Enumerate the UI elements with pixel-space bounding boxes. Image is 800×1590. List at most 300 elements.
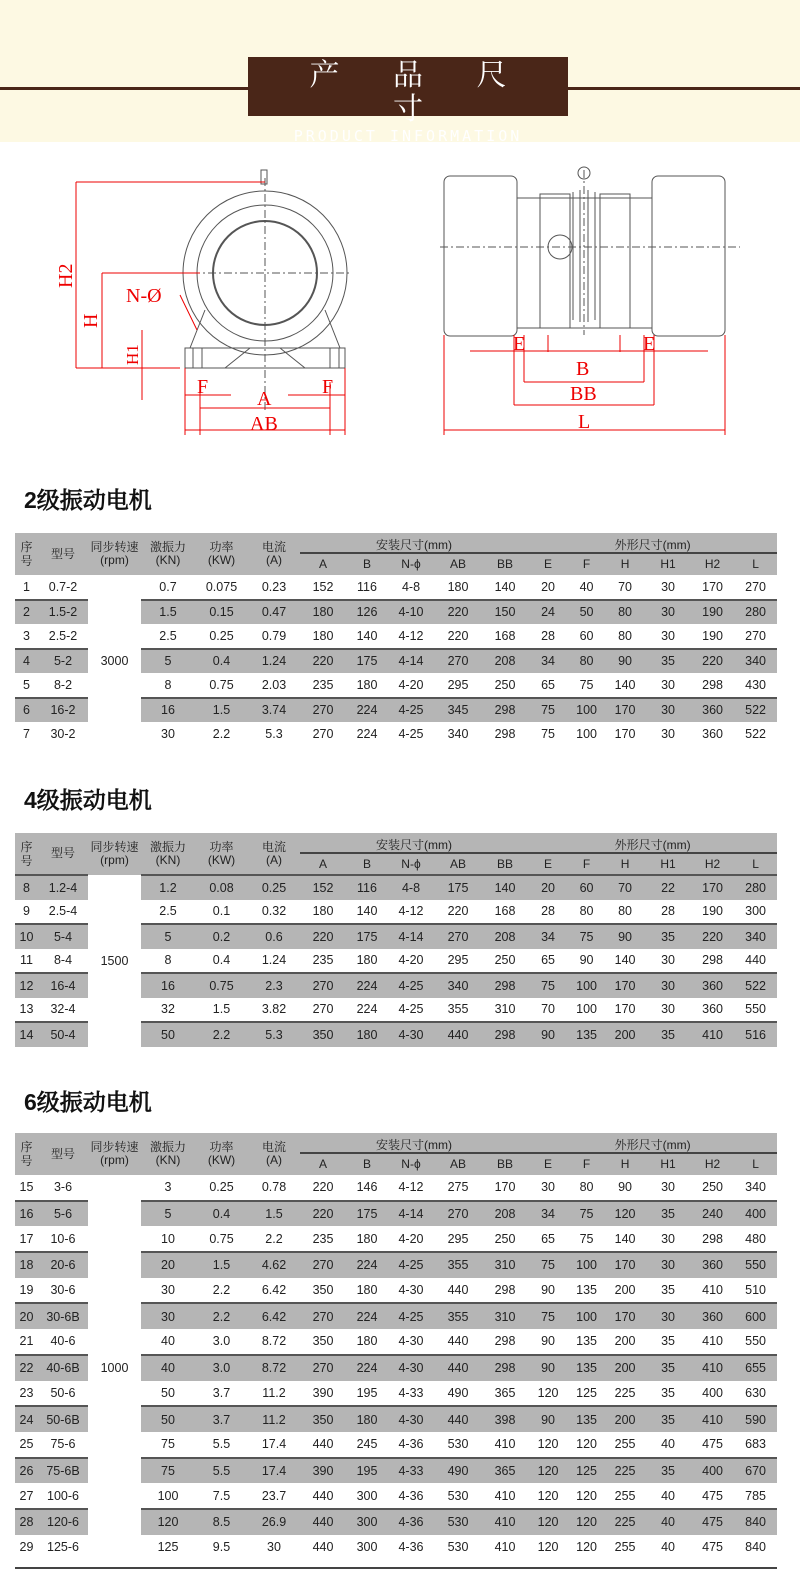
cell: 475	[702, 1540, 723, 1555]
cell: 75	[161, 1437, 175, 1452]
cell: 135	[568, 1406, 605, 1432]
cell: 25	[19, 1437, 34, 1452]
cell: 146	[356, 1180, 378, 1195]
cell: 340	[434, 973, 482, 998]
header-col-bb: BB	[482, 1153, 528, 1175]
cell: 360	[691, 1303, 734, 1329]
header-model-label: 型号	[50, 1146, 75, 1161]
cell: 298	[482, 973, 528, 998]
cell: 440	[300, 1509, 346, 1535]
header-rpm-label: 同步转速	[90, 540, 139, 554]
cell: 200	[605, 1406, 645, 1432]
cell: 0.08	[195, 875, 248, 900]
cell: 4-14	[388, 1201, 434, 1227]
cell: 30	[141, 1303, 195, 1329]
cell: 4-8	[388, 875, 434, 900]
cell: 40	[661, 1488, 676, 1503]
cell: 34	[528, 924, 568, 949]
cell: 0.47	[248, 600, 300, 625]
cell: 180	[356, 1283, 378, 1298]
cell: 40	[141, 1355, 195, 1381]
cell: 590	[734, 1406, 777, 1432]
cell: 298	[482, 1022, 528, 1047]
cell: 270	[300, 1252, 346, 1278]
header-current-label: 电流	[261, 839, 286, 854]
cell: 170	[605, 1303, 645, 1329]
cell: 522	[745, 727, 767, 742]
cell: 630	[745, 1385, 767, 1400]
cell: 224	[346, 1252, 388, 1278]
cell: 250	[494, 677, 516, 692]
cell: 4-14	[388, 924, 434, 949]
banner-title-cn: 产 品 尺 寸	[309, 58, 529, 127]
cell: 30	[161, 1283, 175, 1298]
cell: 75	[579, 677, 594, 692]
header-force-label: 激振力	[149, 839, 186, 854]
cell: 490	[434, 1458, 482, 1484]
cell: 340	[734, 649, 777, 674]
cell: 298	[494, 727, 516, 742]
cell: 15	[19, 1180, 34, 1195]
banner-title-en: PRODUCT INFORMATION	[293, 127, 523, 145]
cell: 22	[645, 875, 691, 900]
cell: 5	[141, 1201, 195, 1227]
cell: 3.0	[212, 1334, 231, 1349]
cell: 8-2	[53, 677, 73, 692]
cell: 522	[734, 973, 777, 998]
cell: 30	[661, 579, 676, 594]
cell: 50-6B	[38, 1406, 88, 1432]
header-current-label: 电流	[261, 1140, 286, 1154]
cell: 90	[541, 1334, 556, 1349]
cell: 152	[300, 875, 346, 900]
cell: 220	[691, 924, 734, 949]
cell: 550	[734, 1252, 777, 1278]
cell: 180	[300, 600, 346, 625]
header-col-b: B	[346, 853, 388, 875]
cell: 30	[661, 677, 676, 692]
cell-rpm: 3000	[88, 575, 141, 747]
cell: 195	[346, 1458, 388, 1484]
cell: 360	[702, 1002, 723, 1017]
label-h: H	[80, 313, 102, 328]
cell: 5.5	[212, 1437, 231, 1452]
cell: 5.3	[248, 1022, 300, 1047]
cell: 0.75	[195, 973, 248, 998]
cell: 17.4	[261, 1437, 287, 1452]
cell: 350	[312, 1334, 334, 1349]
cell: 360	[702, 727, 723, 742]
header-col-a: A	[300, 553, 346, 575]
cell: 220	[300, 924, 346, 949]
cell: 410	[494, 1437, 516, 1452]
cell: 2	[15, 600, 38, 625]
cell: 225	[614, 1385, 636, 1400]
header-no	[15, 1133, 38, 1175]
cell: 26	[15, 1458, 38, 1484]
cell: 40-6B	[38, 1355, 88, 1381]
cell: 0.15	[195, 600, 248, 625]
cell: 35	[645, 1355, 691, 1381]
cell: 1.5	[141, 600, 195, 625]
cell: 30	[541, 1180, 556, 1195]
cell: 30-6	[50, 1283, 76, 1298]
header-power	[195, 1133, 248, 1175]
cell: 220	[300, 1201, 346, 1227]
cell: 120	[576, 1488, 597, 1503]
cell: 100	[568, 973, 605, 998]
cell: 4-25	[388, 1252, 434, 1278]
cell: 40	[661, 1437, 676, 1452]
cell: 30	[661, 1231, 676, 1246]
cell: 0.075	[205, 579, 238, 594]
cell: 4-36	[398, 1437, 424, 1452]
header-col-f: F	[568, 1153, 605, 1175]
header-col-e: E	[528, 1153, 568, 1175]
cell: 4.62	[248, 1252, 300, 1278]
cell: 4-30	[388, 1022, 434, 1047]
cell: 140	[482, 875, 528, 900]
header-col-n: N-ϕ	[388, 553, 434, 575]
header-no-label: 序号	[20, 839, 33, 868]
cell: 360	[691, 1252, 734, 1278]
cell: 125	[568, 1458, 605, 1484]
cell: 180	[312, 904, 334, 919]
cell: 240	[691, 1201, 734, 1227]
cell: 295	[447, 677, 469, 692]
cell: 530	[447, 1437, 469, 1452]
header-rpm-unit: (rpm)	[100, 853, 129, 867]
cell: 510	[745, 1283, 767, 1298]
cell: 180	[447, 579, 469, 594]
cell: 4-36	[398, 1488, 424, 1503]
cell: 0.75	[209, 1231, 234, 1246]
cell: 140	[356, 904, 378, 919]
cell: 220	[312, 1180, 334, 1195]
cell: 40	[661, 1540, 676, 1555]
cell: 30	[645, 1252, 691, 1278]
cell: 120	[537, 1437, 559, 1452]
cell: 120	[141, 1509, 195, 1535]
cell: 250	[494, 953, 516, 968]
cell: 785	[745, 1488, 767, 1503]
cell: 0.32	[261, 904, 287, 919]
cell: 26.9	[248, 1509, 300, 1535]
cell: 0.2	[195, 924, 248, 949]
label-h1: H1	[123, 344, 142, 365]
cell: 683	[745, 1437, 767, 1452]
cell: 295	[447, 953, 469, 968]
cell: 180	[356, 1231, 378, 1246]
header-install-dims: 安装尺寸(mm)	[300, 833, 528, 853]
header-rpm-label: 同步转速	[90, 1140, 139, 1154]
cell: 8.72	[261, 1334, 287, 1349]
label-e-left: E	[513, 333, 526, 355]
header-col-h: H	[605, 853, 645, 875]
cell: 125-6	[47, 1540, 79, 1555]
cell: 40	[161, 1334, 175, 1349]
cell: 2.5-4	[48, 904, 78, 919]
cell: 298	[482, 1355, 528, 1381]
header-rpm	[88, 533, 141, 575]
cell: 4-30	[398, 1334, 424, 1349]
cell: 65	[541, 677, 556, 692]
cell: 170	[494, 1180, 516, 1195]
cell: 224	[356, 727, 378, 742]
cell: 100-6	[47, 1488, 79, 1503]
cell: 10	[15, 924, 38, 949]
cell: 355	[434, 1303, 482, 1329]
cell: 0.6	[248, 924, 300, 949]
cell: 30	[661, 1002, 676, 1017]
section-title-2-pole: 2级振动电机	[24, 487, 152, 513]
cell: 7.5	[212, 1488, 231, 1503]
cell: 208	[482, 924, 528, 949]
header-install-dims: 安装尺寸(mm)	[300, 533, 528, 553]
table-row	[15, 1175, 777, 1201]
cell: 30	[267, 1540, 281, 1555]
header-col-l: L	[734, 853, 777, 875]
cell: 440	[447, 1283, 469, 1298]
cell: 5.3	[265, 727, 283, 742]
cell: 35	[645, 649, 691, 674]
cell: 175	[346, 924, 388, 949]
cell: 4-30	[388, 1406, 434, 1432]
cell: 100	[576, 727, 597, 742]
header-current	[248, 1133, 300, 1175]
cell: 235	[312, 953, 334, 968]
cell: 3-6	[53, 1180, 73, 1195]
header-col-b: B	[346, 1153, 388, 1175]
table-row	[15, 575, 777, 600]
section-title-6-pole: 6级振动电机	[24, 1089, 152, 1115]
cell: 175	[346, 649, 388, 674]
cell: 1.2-4	[38, 875, 88, 900]
header-power-unit: (KW)	[207, 553, 236, 567]
header-col-h2: H2	[691, 1153, 734, 1175]
cell: 9.5	[212, 1540, 231, 1555]
cell: 224	[356, 1002, 378, 1017]
cell: 8	[164, 677, 172, 692]
cell: 30-6B	[38, 1303, 88, 1329]
cell: 365	[494, 1385, 516, 1400]
cell: 170	[691, 875, 734, 900]
header-force-unit: (KN)	[155, 553, 181, 567]
cell: 430	[745, 677, 767, 692]
cell: 4-25	[388, 973, 434, 998]
cell: 30	[661, 628, 676, 643]
cell: 8	[15, 875, 38, 900]
header-no	[15, 833, 38, 875]
cell: 4-12	[398, 904, 424, 919]
header-col-ab: AB	[434, 853, 482, 875]
cell: 116	[357, 579, 377, 594]
label-l: L	[578, 411, 591, 433]
header-force-label: 激振力	[149, 540, 186, 554]
cell: 3.74	[248, 698, 300, 723]
cell: 180	[346, 1022, 388, 1047]
cell: 4-25	[388, 1303, 434, 1329]
cell: 410	[494, 1488, 516, 1503]
cell: 1.5	[195, 698, 248, 723]
cell: 90	[579, 953, 594, 968]
cell: 4-12	[398, 628, 424, 643]
cell: 2.5	[159, 904, 177, 919]
cell: 516	[734, 1022, 777, 1047]
table-row	[15, 875, 777, 900]
cell: 225	[605, 1509, 645, 1535]
cell: 120	[568, 1509, 605, 1535]
header-col-bb: BB	[482, 553, 528, 575]
cell: 17	[19, 1231, 34, 1246]
cell: 11.2	[248, 1406, 300, 1432]
cell: 152	[312, 579, 334, 594]
cell: 0.1	[212, 904, 231, 919]
header-col-e: E	[528, 553, 568, 575]
cell: 208	[482, 1201, 528, 1227]
cell: 20-6	[38, 1252, 88, 1278]
cell: 75	[528, 698, 568, 723]
cell: 1.2	[141, 875, 195, 900]
cell: 235	[312, 677, 334, 692]
cell: 0.25	[248, 875, 300, 900]
cell: 125	[157, 1540, 179, 1555]
cell: 120-6	[38, 1509, 88, 1535]
header-no	[15, 533, 38, 575]
cell: 35	[645, 1458, 691, 1484]
cell: 2.5	[159, 628, 177, 643]
cell: 410	[482, 1509, 528, 1535]
cell: 220	[447, 904, 469, 919]
header-col-n: N-ϕ	[388, 853, 434, 875]
cell: 298	[702, 677, 723, 692]
cell: 475	[702, 1437, 723, 1452]
cell: 220	[447, 628, 469, 643]
header-col-ab: AB	[434, 1153, 482, 1175]
cell: 23	[19, 1385, 34, 1400]
cell: 0.4	[195, 649, 248, 674]
cell: 0.75	[209, 677, 234, 692]
cell: 440	[745, 953, 767, 968]
cell: 12	[15, 973, 38, 998]
header-current-unit: (A)	[266, 1153, 282, 1167]
cell: 170	[614, 727, 636, 742]
cell: 0.7-2	[48, 579, 78, 594]
cell: 30	[645, 600, 691, 625]
cell: 4-20	[398, 677, 424, 692]
cell: 4-30	[388, 1355, 434, 1381]
header-force	[141, 1133, 195, 1175]
cell: 16-4	[38, 973, 88, 998]
cell: 0.4	[195, 1201, 248, 1227]
header-power	[195, 833, 248, 875]
cell: 490	[447, 1385, 469, 1400]
cell: 340	[734, 924, 777, 949]
cell: 20	[15, 1303, 38, 1329]
cell: 0.4	[212, 953, 231, 968]
label-e-right: E	[643, 333, 656, 355]
cell: 224	[346, 698, 388, 723]
cell: 70	[618, 579, 633, 594]
header-col-n: N-ϕ	[388, 1153, 434, 1175]
cell: 4-30	[398, 1283, 424, 1298]
cell: 20	[528, 875, 568, 900]
cell: 100	[568, 698, 605, 723]
cell: 150	[482, 600, 528, 625]
cell: 280	[734, 600, 777, 625]
cell: 4-10	[388, 600, 434, 625]
header-outline-dims: 外形尺寸(mm)	[528, 533, 777, 553]
cell: 340	[447, 727, 469, 742]
cell: 70	[605, 875, 645, 900]
cell: 398	[482, 1406, 528, 1432]
cell: 310	[482, 1303, 528, 1329]
cell: 90	[528, 1355, 568, 1381]
cell: 4-36	[388, 1509, 434, 1535]
header-rpm	[88, 833, 141, 875]
cell: 6.42	[248, 1303, 300, 1329]
cell: 245	[356, 1437, 378, 1452]
header-col-ab: AB	[434, 553, 482, 575]
cell: 350	[312, 1283, 334, 1298]
cell: 70	[541, 1002, 556, 1017]
cell: 1.24	[248, 649, 300, 674]
cell: 5-4	[38, 924, 88, 949]
cell: 24	[15, 1406, 38, 1432]
cell: 170	[605, 698, 645, 723]
cell: 20	[541, 579, 556, 594]
cell: 170	[614, 1002, 636, 1017]
cell: 50	[141, 1022, 195, 1047]
cell: 530	[447, 1488, 469, 1503]
cell: 120	[528, 1509, 568, 1535]
cell: 175	[434, 875, 482, 900]
cell: 440	[434, 1355, 482, 1381]
label-n-phi: N-Ø	[126, 285, 162, 307]
section-banner	[248, 57, 568, 145]
cell: 1.5	[195, 1252, 248, 1278]
cell: 1.24	[261, 953, 287, 968]
cell: 29	[19, 1540, 34, 1555]
cell: 1.5	[248, 1201, 300, 1227]
cell: 140	[494, 579, 516, 594]
cell: 522	[734, 698, 777, 723]
cell: 200	[614, 1334, 636, 1349]
cell: 190	[691, 600, 734, 625]
cell: 5-2	[38, 649, 88, 674]
cell: 5.5	[195, 1458, 248, 1484]
cell: 75-6	[50, 1437, 76, 1452]
cell: 270	[434, 924, 482, 949]
spec-table-4-pole	[15, 833, 777, 1047]
cell: 270	[300, 1303, 346, 1329]
label-a: A	[257, 388, 272, 410]
label-f-left: F	[197, 376, 209, 398]
label-ab: AB	[250, 413, 278, 435]
cell: 270	[434, 1201, 482, 1227]
cell: 16	[141, 973, 195, 998]
header-col-b: B	[346, 553, 388, 575]
cell: 4	[15, 649, 38, 674]
cell: 40	[579, 579, 594, 594]
cell: 600	[734, 1303, 777, 1329]
cell: 140	[614, 1231, 636, 1246]
cell: 180	[356, 953, 378, 968]
cell: 35	[661, 1385, 676, 1400]
cell: 28	[541, 628, 556, 643]
cell: 16	[141, 698, 195, 723]
cell: 1.5-2	[38, 600, 88, 625]
